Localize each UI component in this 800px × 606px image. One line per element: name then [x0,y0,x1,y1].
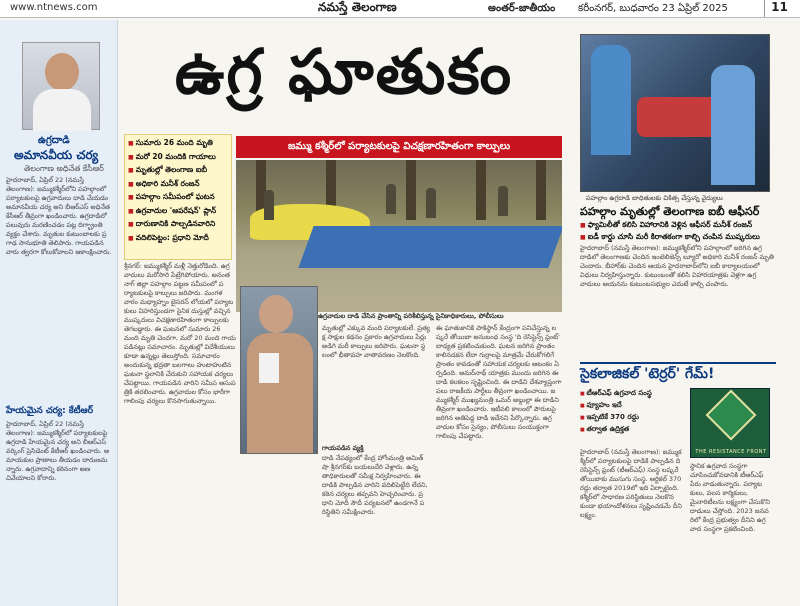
terror-game-body-2: స్థానిక ఉగ్రవాద సంస్థగా చూపించుకోవడానికి టీఆర్‌ఎఫ్ పేరు వాడుతున్నారు. పర్యాటకులు, వలస కార్మికులు, మైనారిటీలను లక్ష్యంగా చేసుకొని దాడులు చేస్తోంది. 2023 జనవరిలో కేంద్ర ప్రభుత్వం దీనిని ఉగ్రవాద సంస్థగా ప్రకటించింది. [690,462,770,533]
main-subheadline: జమ్ము కశ్మీర్‌లో పర్యాటకులపై విచక్షణారహితంగా కాల్పులు [236,136,562,158]
left-kicker: ఉగ్రదాడి [38,135,70,146]
trf-emblem-icon [690,388,770,458]
left-headline: అమానవీయ చర్య [14,148,99,162]
hospital-caption: పహల్గాం ఉగ్రదాడి బాధితులకు చికిత్స చేస్తున్న వైద్యులు [586,194,723,202]
highlight-item: ■ మృతుల్లో తెలంగాణ ఐబీ [128,164,228,178]
ib-officer-sub-1: ■ ఫ్యామిలీతో కలిసి విహారానికి వెళ్లిన ఆఫీసర్ మనీశ్ రంజన్ [580,220,776,231]
left-article-body: హైదరాబాద్, ఏప్రిల్ 22 (నమస్తే తెలంగాణ): జమ్ముకశ్మీర్‌లోని పహల్గాంలో పర్యాటకులపై ఉగ్రవాదులు దాడి చేయడం అమానవీయ చర్య అని బీఆర్‌ఎస్ అధినేత కేసీఆర్ తీవ్రంగా ఖండించారు. ఉగ్రదాడిలో పలువురు మరణించడం పట్ల దిగ్భ్రాంతి వ్యక్తం చేశారు. మృతుల కుటుంబాలకు ప్రగాఢ సానుభూతి తెలిపారు. గాయపడిన వారు త్వరగా కోలుకోవాలని ఆకాంక్షించారు. [6,176,112,256]
photo-caption: ఉగ్రవాదుల దాడి చేసిన ప్రాంతాన్ని పరిశీలిస్తున్న సైనికాధికారులు, పోలీసులు [318,312,504,320]
terror-bullet: ■ వ్యూహం ఇదే [580,400,680,412]
highlight-item: ■ సుమారు 26 మంది మృతి [128,137,228,151]
highlight-item: ■ మరో 20 మందికి గాయాలు [128,151,228,165]
emblem-label: THE RESISTANCE FRONT [695,449,767,455]
ib-officer-body: హైదరాబాద్ (నమస్తే తెలంగాణ): జమ్ముకశ్మీర్‌లోని పహల్గాంలో జరిగిన ఉగ్రదాడిలో తెలంగాణకు చెందిన ఇంటెలిజెన్స్ బ్యూరో అధికారి మనీశ్ రంజన్ మృతి చెందారు. బీహార్‌కు చెందిన ఆయన హైదరాబాద్‌లోని ఐబీ కార్యాలయంలో విధులు నిర్వహిస్తున్నారు. కుటుంబంతో కలిసి విహారయాత్రకు వెళ్లగా ఉగ్రవాదులు ఆయనను కుటుంబసభ్యుల ఎదుటే కాల్చి చంపారు. [580,244,774,288]
ib-officer-headline: పహల్గాం మృతుల్లో తెలంగాణ ఐబీ ఆఫీసర్ [580,205,760,218]
hospital-photo [580,34,770,192]
highlight-item: ■ దారుణానికి పాల్పడినవారిని [128,218,228,232]
edition-date: కరీంనగర్, బుధవారం 23 ఏప్రిల్ 2025 [578,3,728,14]
ib-officer-sub-2: ■ ఐడీ కార్డు చూసి మరీ కిరాతకంగా కాల్చి చంపిన ముష్కరులు [580,232,776,243]
terror-bullet: ■ టీఆర్‌ఎఫ్ ఉగ్రవాద సంస్థ [580,388,680,400]
main-article-col-4: ఈ ఘాతుకానికి పాకిస్థాన్ కేంద్రంగా పనిచేస్తున్న లష్కరే తోయిబా అనుబంధ సంస్థ 'ది రెసిస్టెన్స్ ఫ్రంట్' బాధ్యత ప్రకటించుకుంది. ఘటన జరిగిన ప్రాంతం కాలినడకన లేదా గుర్రాలపై మాత్రమే చేరుకోగలిగే ప్రాంతం కావడంతో సహాయక చర్యలకు ఆటంకం ఏర్పడింది. అమర్‌నాథ్ యాత్రకు ముందు జరిగిన ఈ దాడి కలకలం సృష్టించింది. ఈ దాడిని దేశవ్యాప్తంగా పలు రాజకీయ పార్టీలు తీవ్రంగా ఖండించాయి. జమ్ముకశ్మీర్ ముఖ్యమంత్రి ఒమర్ అబ్దుల్లా ఈ దాడిని తీవ్రంగా ఖండించారు. ఇటీవలి కాలంలో పౌరులపై జరిగిన అతిపెద్ద దాడి ఇదేనని పేర్కొన్నారు. ఉగ్రవాదుల కోసం సైన్యం, పోలీసులు సంయుక్తంగా గాలింపు చేపట్టారు. [436,324,562,440]
terror-bullet: ■ తర్వాత ఉద్రిక్తత [580,424,680,436]
terror-game-body-1: హైదరాబాద్ (నమస్తే తెలంగాణ): జమ్ముకశ్మీర్‌లో పర్యాటకులపై దాడికి పాల్పడిన ది రెసిస్టెన్స్ ఫ్రంట్ (టీఆర్‌ఎఫ్) సంస్థ లష్కరే తోయిబాకు ముసుగు సంస్థ. ఆర్టికల్ 370 రద్దు తర్వాత 2019లో ఇది ఏర్పాటైంది. కశ్మీర్‌లో సాధారణ పరిస్థితులు నెలకొనకుండా భయాందోళనలు సృష్టించడమే దీని లక్ష్యం. [580,448,682,519]
main-headline: ఉగ్ర ఘాతుకం [174,35,514,108]
section-name: అంతర్-జాతీయం [488,3,556,14]
terror-game-headline: సైకలాజికల్ 'టెర్రర్' గేమ్! [580,362,776,385]
injured-man-photo [240,286,318,454]
highlight-item: ■ ఉగ్రవాదుల 'ఆపరేషన్' ప్లాన్ [128,205,228,219]
top-bar [0,0,800,18]
injured-caption: గాయపడిన వ్యక్తి [322,444,364,452]
highlights-box [124,134,232,260]
page-number: 11 [764,0,794,17]
main-article-col-2: మృతుల్లో ఎక్కువ మంది పర్యాటకులే. ప్రత్యక్ష సాక్షుల కథనం ప్రకారం ఉగ్రవాదులు పేర్లు అడిగి మరీ కాల్పులు జరిపారు. ఘటనా స్థలంలో భీతావహ వాతావరణం నెలకొంది. [322,324,430,359]
left-column [0,20,118,606]
main-article-col-3: దాడి నేపథ్యంలో కేంద్ర హోంమంత్రి అమిత్ షా శ్రీనగర్‌కు బయలుదేరి వెళ్లారు. ఉన్నతాధికారులతో సమీక్ష నిర్వహించారు. ఈ దాడికి పాల్పడిన వారిని వదిలిపెట్టేది లేదని, కఠిన చర్యలు తప్పవని హెచ్చరించారు. ప్రధాని మోదీ సౌదీ పర్యటనలో ఉండగానే పరిస్థితిని సమీక్షించారు. [322,454,428,516]
kcr-photo [22,42,100,130]
left-headline-2: హేయమైన చర్య: కేటీఆర్ [6,406,94,416]
left-byline: తెలంగాణ అధినేత కేసీఆర్ [24,164,104,173]
newspaper-brand: నమస్తే తెలంగాణ [318,0,397,14]
main-article-col-1: శ్రీనగర్: జమ్ముకశ్మీర్ మళ్లీ నెత్తురోడింది. ఉగ్రవాదులు మరోసారి పేట్రేగిపోయారు. అనంతనాగ్ జిల్లా పహల్గాం పట్టణ సమీపంలో పర్యాటకులపై కాల్పులు జరిపారు. మంగళవారం మధ్యాహ్నం బైసరన్ లోయలో పర్యాటకులు విహరిస్తుండగా సైనిక దుస్తుల్లో వచ్చిన ముష్కరులు విచక్షణారహితంగా కాల్పులకు తెగబడ్డారు. ఈ ఘటనలో సుమారు 26 మంది మృతి చెందగా, మరో 20 మంది గాయపడినట్లు సమాచారం. మృతుల్లో విదేశీయులు కూడా ఉన్నట్లు తెలుస్తోంది. సమాచారం అందుకున్న భద్రతా బలగాలు హుటాహుటిన ఘటనా స్థలానికి చేరుకుని సహాయక చర్యలు చేపట్టాయి. గాయపడిన వారిని సమీప ఆసుపత్రికి తరలించారు. ఉగ్రవాదుల కోసం భారీగా గాలింపు చర్యలు కొనసాగుతున్నాయి. [124,262,236,405]
highlight-item: ■ అధికారి మనీశ్ రంజన్ [128,178,228,192]
terror-game-bullets [580,388,680,436]
site-url[interactable]: www.ntnews.com [10,2,98,13]
terror-bullet: ■ ఇప్పటికే 370 రద్దు [580,412,680,424]
highlight-item: ■ పహల్గాం సమీపంలో ఘటన [128,191,228,205]
left-article-body-2: హైదరాబాద్, ఏప్రిల్ 22 (నమస్తే తెలంగాణ): జమ్ముకశ్మీర్‌లో పర్యాటకులపై ఉగ్రదాడి హేయమైన చర్య అని బీఆర్‌ఎస్ వర్కింగ్ ప్రెసిడెంట్ కేటీఆర్ ఖండించారు. అమాయకుల ప్రాణాలు తీయడం దారుణమన్నారు. ఉగ్రవాదాన్ని కఠినంగా అణచివేయాలని కోరారు. [6,420,110,482]
highlight-item: ■ వదిలిపెట్టం: ప్రధాని మోదీ [128,232,228,246]
